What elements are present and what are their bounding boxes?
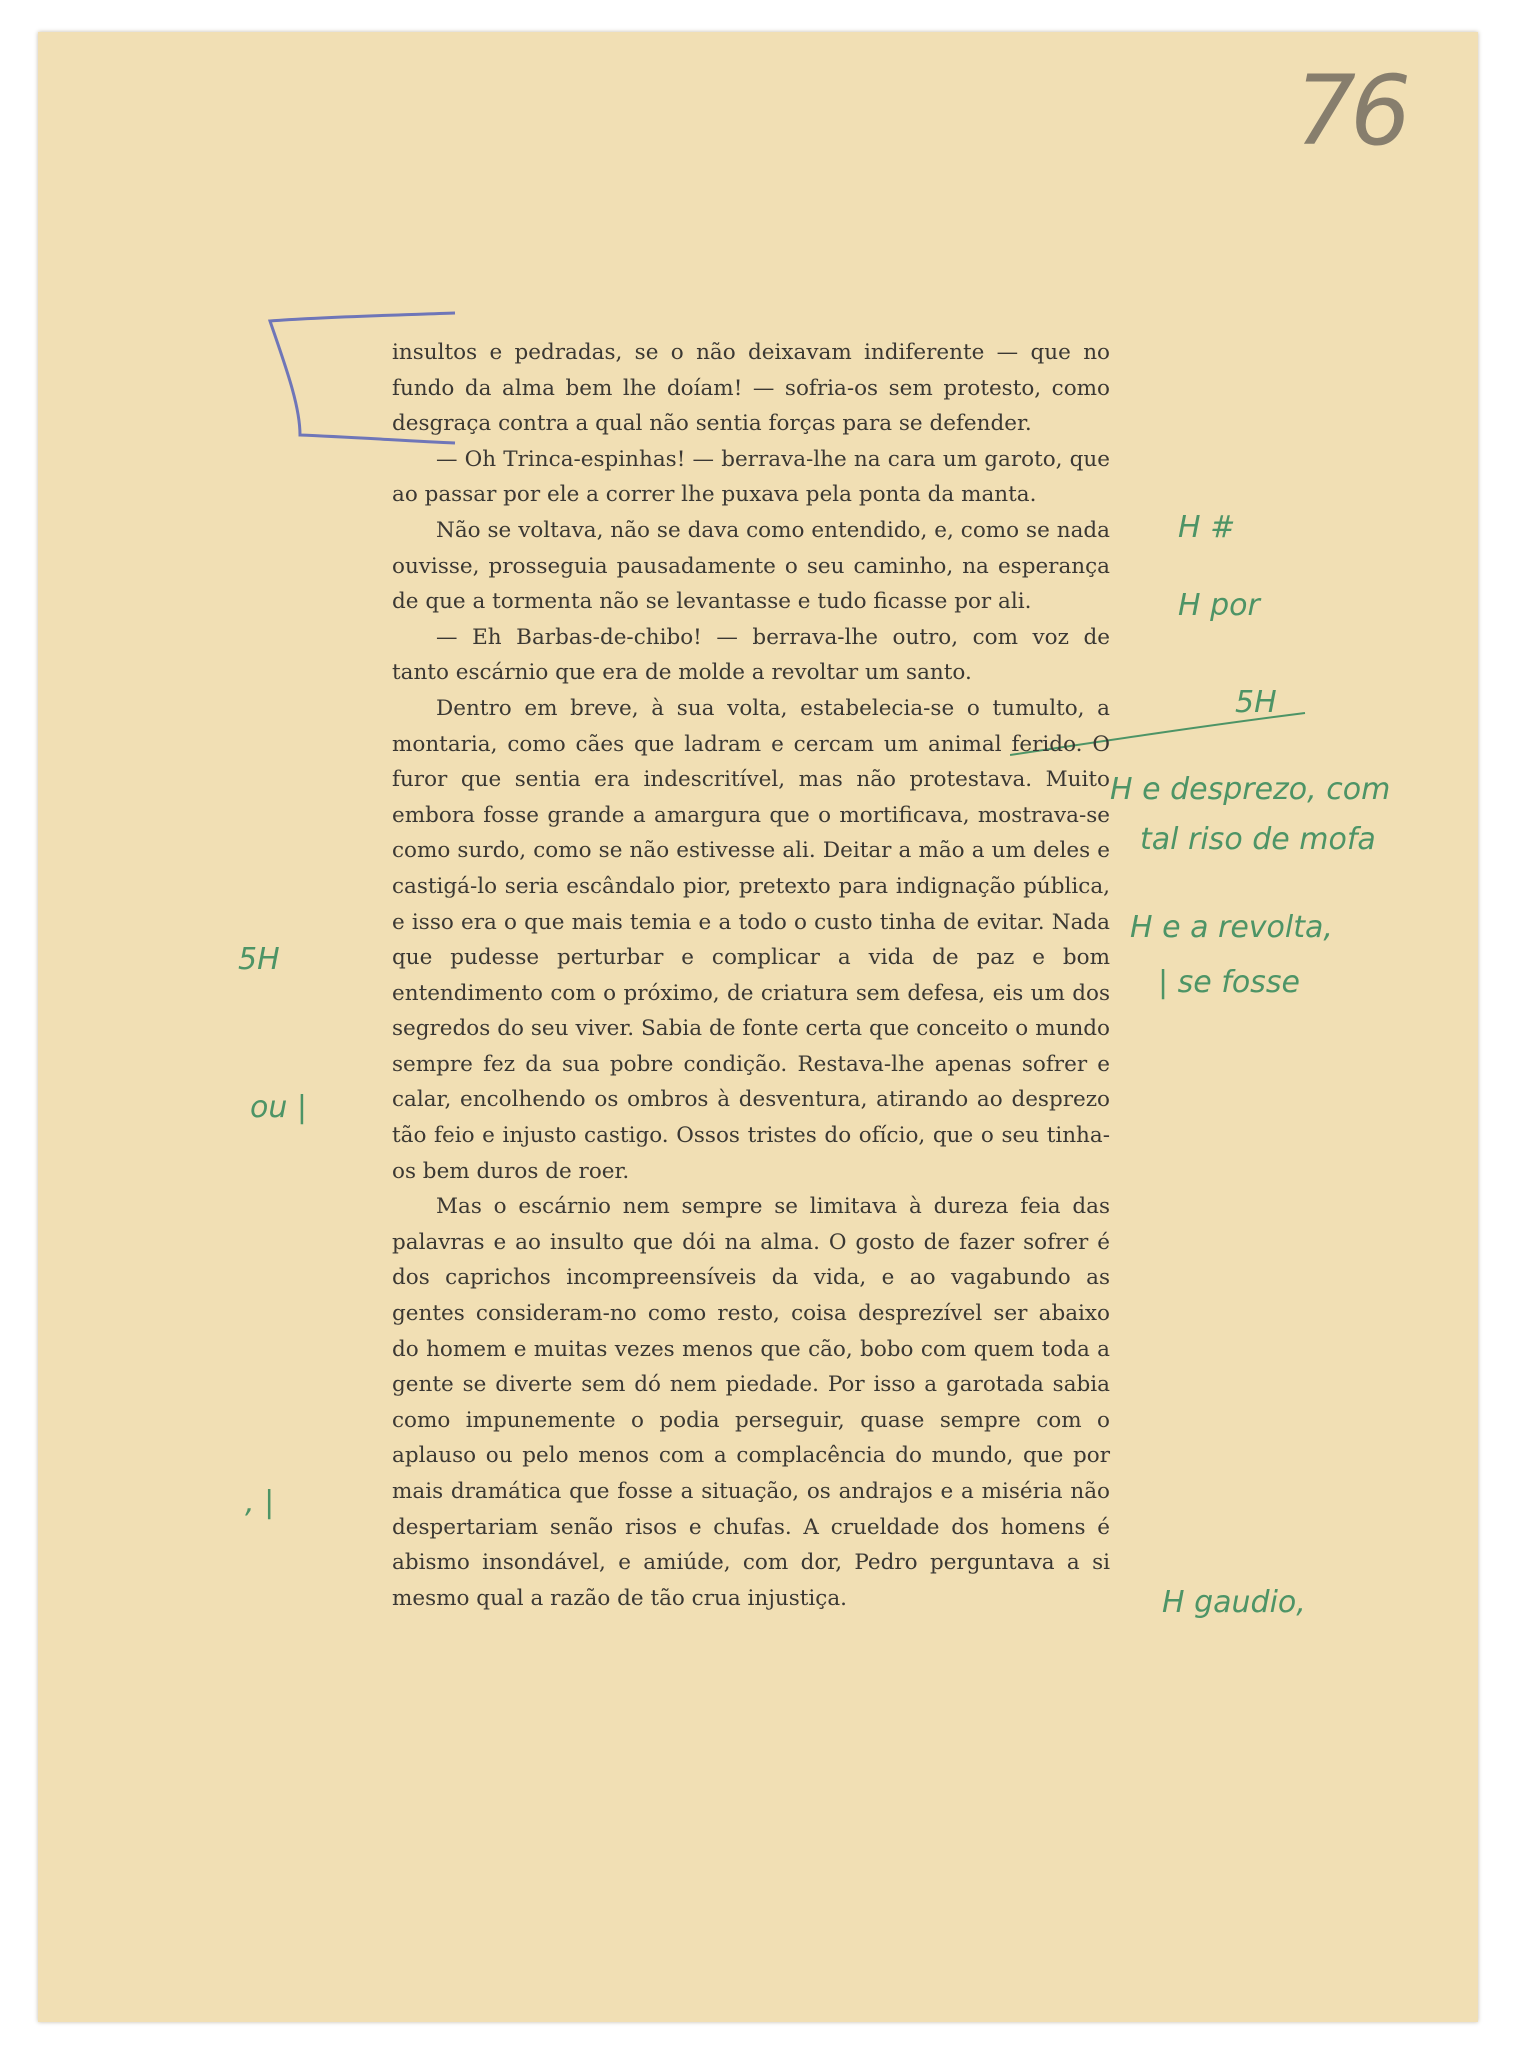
paragraph: insultos e pedradas, se o não deixavam indiferente — que no fundo da alma bem lhe doíam! — sofria-os sem protesto, como desgraça contra a qual não sentia forças para se defender. [392, 340, 1110, 437]
paragraph: Mas o escárnio nem sempre se limitava à dureza feia das palavras e ao insulto que dói na alma. O gosto de fazer sofrer é dos caprichos incompreensíveis da vida, e ao vagabundo as gentes consideram-no como resto, coisa desprezível ser abaixo do homem e muitas vezes menos que cão, bobo com quem toda a gente se diverte sem dó nem piedade. Por isso a garotada sabia como impunemente o podia perseguir, quase sempre com o aplauso ou pelo menos com a complacência do mundo, que por mais dramática que fosse a situação, os andrajos e a miséria não despertariam senão risos e chufas. A crueldade dos homens é abismo insondável, e amiúde, com dor, Pedro perguntava a si mesmo qual a razão de tão crua injustiça. [392, 1194, 1110, 1611]
margin-annotation: , | [245, 1485, 275, 1520]
margin-annotation: H # [1178, 510, 1236, 545]
margin-annotation: 5H [238, 942, 280, 977]
margin-annotation: ou | [250, 1090, 308, 1125]
margin-annotation: H e desprezo, com [1110, 772, 1391, 807]
margin-annotation: tal riso de mofa [1140, 822, 1376, 857]
page-number: 76 [1295, 55, 1406, 167]
margin-annotation: H e a revolta, [1130, 910, 1333, 945]
margin-annotation: H por [1178, 588, 1260, 623]
body-text [392, 335, 1110, 1616]
paragraph: — Eh Barbas-de-chibo! — berrava-lhe outro, com voz de tanto escárnio que era de molde a revoltar um santo. [392, 624, 1110, 686]
margin-annotation: | se fosse [1158, 965, 1300, 1000]
paragraph: Dentro em breve, à sua volta, estabelecia-se o tumulto, a montaria, como cães que ladram e cercam um animal ferido. O furor que sentia era indescritível, mas não protestava. Muito embora fosse grande a amargura que o mortificava, mostrava-se como surdo, como se não estivesse ali. Deitar a mão a um deles e castigá-lo seria escândalo pior, pretexto para indignação pública, e isso era o que mais temia e a todo o custo tinha de evitar. Nada que pudesse perturbar e complicar a vida de paz e bom entendimento com o próximo, de criatura sem defesa, eis um dos segredos do seu viver. Sabia de fonte certa que conceito o mundo sempre fez da sua pobre condição. Restava-lhe apenas sofrer e calar, encolhendo os ombros à desventura, atirando ao desprezo tão feio e injusto castigo. Ossos tristes do ofício, que o seu tinha-os bem duros de roer. [392, 695, 1110, 1184]
margin-annotation: H gaudio, [1162, 1585, 1306, 1620]
margin-annotation: 5H [1235, 685, 1277, 720]
paragraph: — Oh Trinca-espinhas! — berrava-lhe na cara um garoto, que ao passar por ele a correr lhe puxava pela ponta da manta. [392, 446, 1110, 508]
paragraph: Não se voltava, não se dava como entendido, e, como se nada ouvisse, prosseguia pausadamente o seu caminho, na esperança de que a tormenta não se levantasse e tudo ficasse por ali. [392, 517, 1110, 615]
